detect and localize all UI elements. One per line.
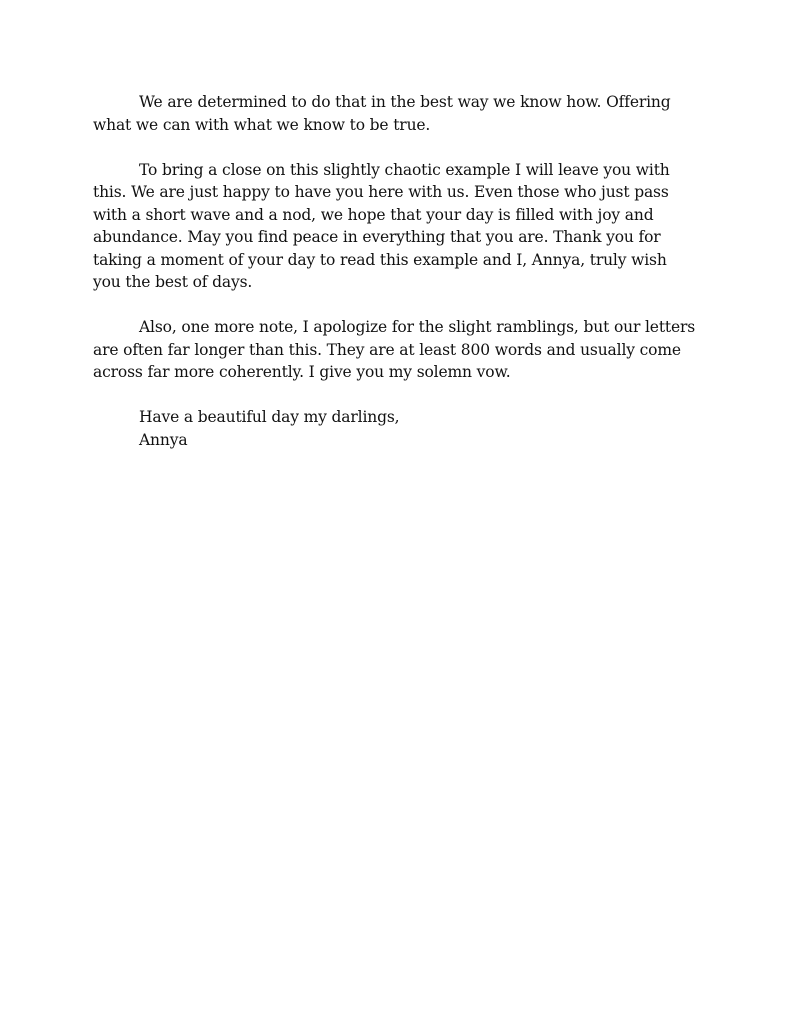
letter-closing: [93, 406, 699, 451]
signature-name: Annya: [139, 430, 188, 449]
closing-salutation: Have a beautiful day my darlings,: [139, 408, 400, 426]
paragraph-apology-note: Also, one more note, I apologize for the slight ramblings, but our letters are often far longer than this. They are at least 800 words and usually come across far more coherently. I give you my solemn vow.: [93, 318, 696, 381]
letter-body: [93, 91, 699, 451]
paragraph-determined: We are determined to do that in the best way we know how. Offering what we can with what we know to be true.: [93, 93, 671, 134]
paragraph-closing-thoughts: To bring a close on this slightly chaotic example I will leave you with this. We are just happy to have you here with us. Even those who just pass with a short wave and a nod, we hope that your day is filled with joy and abundance. May you find peace in everything that you are. Thank you for taking a moment of your day to read this example and I, Annya, truly wish you the best of days.: [93, 160, 670, 291]
